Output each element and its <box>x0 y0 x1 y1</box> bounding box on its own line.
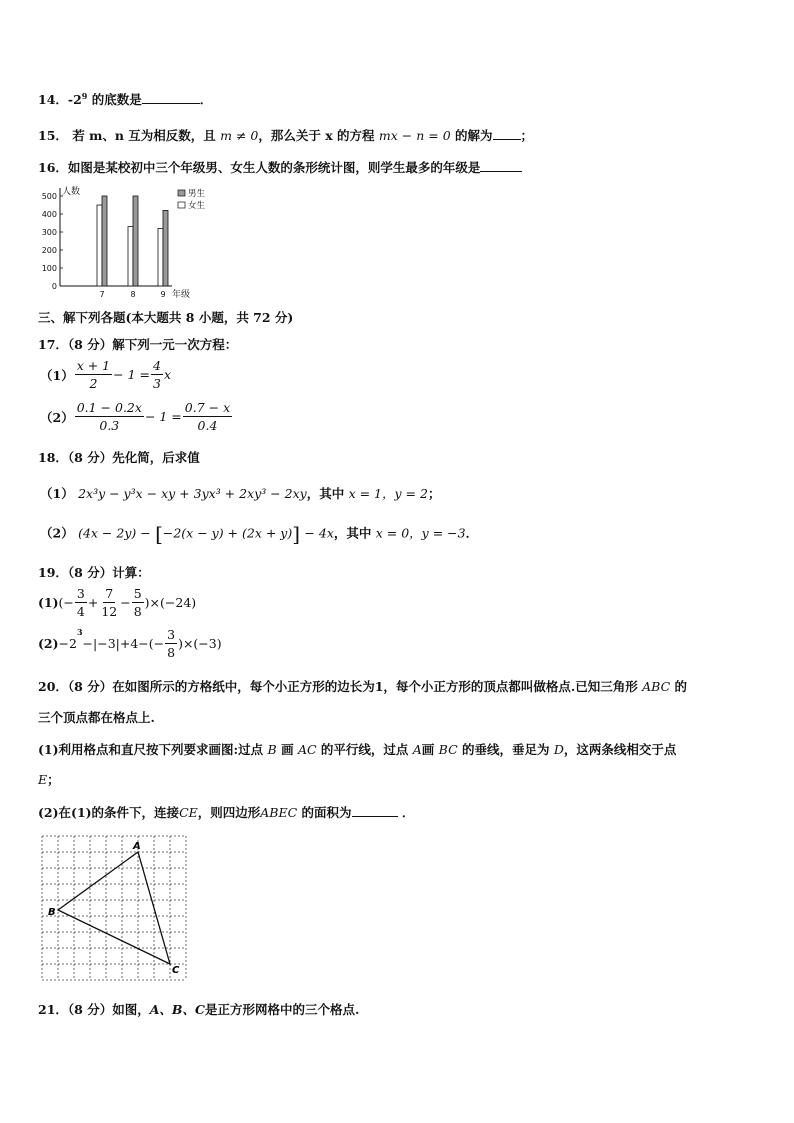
bar-girls <box>158 228 163 286</box>
math-variable: ABC <box>642 679 671 694</box>
math-variable: AC <box>297 742 317 757</box>
math-variable: CE <box>179 805 198 820</box>
x-tick-label: 9 <box>160 290 166 299</box>
numerator: x + 1 <box>76 358 111 373</box>
grid-lines <box>42 836 186 980</box>
fraction <box>75 400 144 433</box>
math-expression: − 4x <box>304 525 334 541</box>
math-operator: − <box>120 595 131 610</box>
legend-swatch-girls <box>178 202 185 208</box>
question-text: ，其中 <box>306 486 345 501</box>
question-text: 是正方形网格中的三个格点. <box>204 1002 360 1017</box>
numerator: 0.7 − x <box>184 400 231 415</box>
question-text: 的面积为 <box>301 805 352 820</box>
math-operator: − 1 = <box>144 409 182 424</box>
section-title: 三、解下列各题(本大题共 8 小题，共 72 分) <box>38 310 294 325</box>
question-17 <box>38 335 237 353</box>
question-points: （8 分） <box>67 337 113 352</box>
math-condition: x = 1，y = 2 <box>348 486 428 501</box>
part-label: （2） <box>40 409 74 425</box>
y-tick-label: 400 <box>41 210 57 219</box>
math-expression: -2 <box>67 92 82 107</box>
question-text: 先化简，后求值 <box>112 450 200 465</box>
question-number: 18． <box>38 450 68 465</box>
answer-blank[interactable] <box>352 803 398 817</box>
legend-swatch-boys <box>178 190 185 196</box>
vertex-label-c: C <box>172 965 180 976</box>
punctuation: ； <box>520 128 534 143</box>
question-text: 的垂线，垂足为 <box>462 742 550 757</box>
problem-19-2 <box>38 627 222 660</box>
denominator: 2 <box>89 376 98 391</box>
math-expression: −2(x − y) + (2x + y) <box>162 525 293 541</box>
question-text: 解下列一元一次方程： <box>112 337 238 352</box>
fraction <box>99 586 119 619</box>
question-text: ，这两条线相交于点 <box>563 742 677 757</box>
math-expression: )×(−24) <box>144 595 197 610</box>
question-text: 画 <box>421 742 435 757</box>
question-text: 的平行线，过点 <box>320 742 409 757</box>
question-16 <box>38 158 522 176</box>
part-label: (1) <box>38 742 59 757</box>
math-equation: mx − n = 0 <box>378 128 451 143</box>
question-14 <box>38 90 212 108</box>
math-variable: A <box>412 742 422 757</box>
question-text: 计算： <box>112 565 150 580</box>
x-tick-label: 8 <box>130 290 136 299</box>
fraction <box>132 586 144 619</box>
denominator: 8 <box>167 645 176 660</box>
question-points: （8 分） <box>67 450 113 465</box>
equation-1 <box>40 358 171 391</box>
math-expression: 2x³y − y³x − xy + 3yx³ + 2xy³ − 2xy <box>78 486 307 501</box>
math-variable: D <box>553 742 564 757</box>
numerator: 5 <box>133 586 142 601</box>
math-expression: −2 <box>58 636 77 651</box>
math-expression: −|−3|+4−(− <box>82 636 165 651</box>
bar-chart <box>30 182 230 302</box>
problem-20-1 <box>38 740 676 758</box>
math-condition: x = 0，y = −3 <box>375 525 466 541</box>
denominator: 0.3 <box>99 418 120 433</box>
punctuation: ． <box>401 805 415 820</box>
part-label: (2) <box>38 636 59 651</box>
question-text: ，其中 <box>333 525 372 541</box>
fraction <box>75 358 112 391</box>
legend-label-boys: 男生 <box>188 189 206 199</box>
math-variable: x <box>163 367 172 382</box>
question-19 <box>38 563 150 581</box>
bar-boys <box>102 196 107 286</box>
question-number: 19． <box>38 565 68 580</box>
y-tick-label: 0 <box>51 282 57 291</box>
math-operator: + <box>87 595 99 610</box>
fraction <box>151 358 163 391</box>
vertex-label-b: B <box>48 907 56 918</box>
numerator: 3 <box>167 627 176 642</box>
question-text: 利用格点和直尺按下列要求画图:过点 <box>58 742 264 757</box>
part-label: （1） <box>40 367 74 383</box>
math-variable: ABEC <box>260 805 298 820</box>
part-label: (1) <box>38 595 59 610</box>
equation-2 <box>40 400 233 433</box>
question-21 <box>38 1000 359 1018</box>
triangle-abc <box>58 852 170 964</box>
y-axis-label: 人数 <box>62 187 81 197</box>
problem-19-1 <box>38 586 196 619</box>
exponent: 3 <box>76 627 83 637</box>
legend-label-girls: 女生 <box>188 201 206 211</box>
question-18 <box>38 448 200 466</box>
question-points: （8 分） <box>67 565 113 580</box>
problem-20-2 <box>38 803 414 821</box>
exponent: 9 <box>81 90 88 101</box>
question-text: 画 <box>281 742 294 757</box>
problem-20-1-cont <box>38 770 60 788</box>
part-label: （1） <box>40 486 74 501</box>
question-number: 14． <box>38 92 68 107</box>
bracket: ] <box>292 522 301 546</box>
question-number: 20． <box>38 679 68 694</box>
question-text: 如图， <box>112 1002 150 1017</box>
y-tick-label: 100 <box>41 264 57 273</box>
fraction <box>75 586 87 619</box>
numerator: 7 <box>105 586 114 601</box>
question-text: 如图是某校初中三个年级男、女生人数的条形统计图，则学生最多的年级是 <box>67 160 481 175</box>
denominator: 3 <box>153 376 161 391</box>
fraction <box>183 400 232 433</box>
question-number: 21． <box>38 1002 68 1017</box>
question-text: ，则四边形 <box>197 805 261 820</box>
denominator: 4 <box>76 604 85 619</box>
question-text: 的底数是 <box>91 92 142 107</box>
punctuation: ． <box>199 92 213 107</box>
fraction <box>165 627 177 660</box>
problem-18-2 <box>40 522 478 546</box>
question-20-line2: 三个顶点都在格点上. <box>38 710 155 725</box>
y-tick-label: 200 <box>41 246 57 255</box>
numerator: 3 <box>76 586 85 601</box>
punctuation: ； <box>47 772 60 787</box>
bar-girls <box>128 227 133 286</box>
math-variable: A、B、C <box>149 1002 205 1017</box>
math-expression: )×(−3) <box>178 636 222 651</box>
question-number: 17． <box>38 337 68 352</box>
question-points: （8 分） <box>67 1002 113 1017</box>
bar-boys <box>133 196 138 286</box>
part-label: （2） <box>40 525 74 541</box>
y-tick-label: 500 <box>41 192 57 201</box>
bracket: [ <box>155 522 163 546</box>
math-variable: B <box>267 742 277 757</box>
question-points: （8 分） <box>67 679 113 694</box>
math-operator: (− <box>58 595 74 610</box>
punctuation: ； <box>427 486 441 501</box>
x-axis-label: 年级 <box>172 290 191 300</box>
numerator: 4 <box>153 358 161 373</box>
math-operator: − 1 = <box>113 367 150 382</box>
math-expression: (4x − 2y) − <box>78 525 151 541</box>
grid-figure <box>36 830 196 985</box>
question-number: 16． <box>38 160 68 175</box>
math-variable: BC <box>438 742 458 757</box>
vertex-label-a: A <box>133 841 141 852</box>
answer-blank[interactable] <box>480 158 522 172</box>
answer-blank[interactable] <box>142 90 200 104</box>
x-tick-label: 7 <box>99 290 105 299</box>
punctuation: ． <box>465 525 479 541</box>
question-number: 15． <box>38 128 68 143</box>
y-tick-label: 300 <box>41 228 57 237</box>
numerator: 0.1 − 0.2x <box>76 400 142 415</box>
problem-18-1 <box>40 484 440 502</box>
denominator: 0.4 <box>197 418 218 433</box>
question-15 <box>38 126 533 144</box>
question-text: ，那么关于 x 的方程 <box>258 128 375 143</box>
denominator: 12 <box>101 604 118 619</box>
bar-girls <box>97 205 102 286</box>
question-text: 在如图所示的方格纸中，每个小正方形的边长为1，每个小正方形的顶点都叫做格点.已知三角形 <box>112 679 638 694</box>
question-20 <box>38 677 687 695</box>
question-text: 的 <box>674 679 688 694</box>
bar-boys <box>163 210 168 286</box>
question-text: 在(1)的条件下，连接 <box>58 805 180 820</box>
question-text: 的解为 <box>455 128 493 143</box>
math-condition: m ≠ 0 <box>220 128 259 143</box>
denominator: 8 <box>133 604 142 619</box>
math-variable: E <box>38 772 48 787</box>
question-text: 若 m、n 互为相反数，且 <box>72 128 216 143</box>
part-label: (2) <box>38 805 59 820</box>
answer-blank[interactable] <box>493 126 521 140</box>
